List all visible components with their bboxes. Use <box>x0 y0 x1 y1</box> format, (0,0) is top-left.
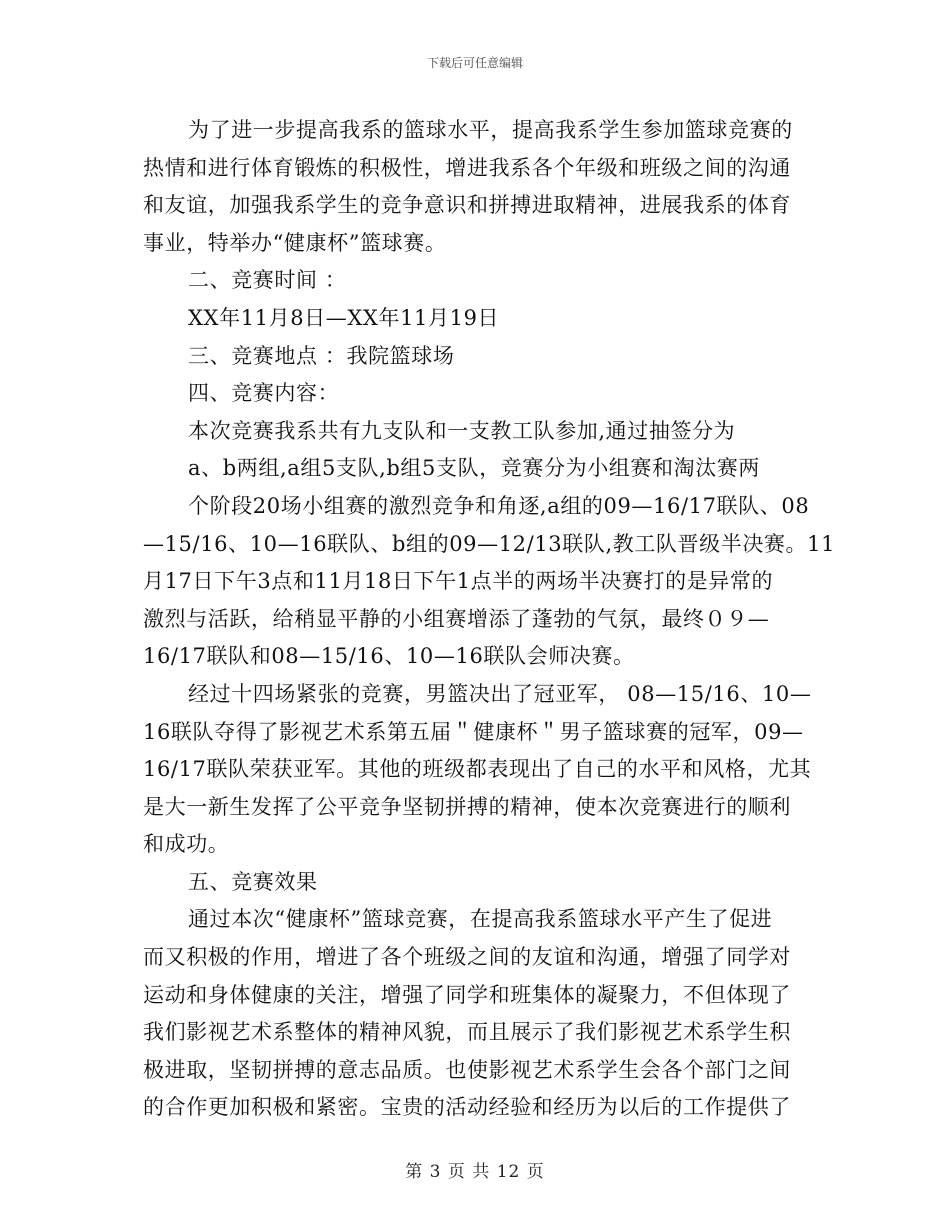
text-line: 我们影视艺术系整体的精神风貌，而且展示了我们影视艺术系学生积 <box>143 1020 791 1045</box>
text-line: 而又积极的作用，增进了各个班级之间的友谊和沟通，增强了同学对 <box>143 945 791 970</box>
text-line: a、b两组,a组5支队,b组5支队，竞赛分为小组赛和淘汰赛两 <box>188 456 760 481</box>
text-line: —15/16、10—16联队、b组的09—12/13联队,教工队晋级半决赛。11 <box>143 531 836 556</box>
text-line: 和成功。 <box>143 832 230 857</box>
text-line: 为了进一步提高我系的篮球水平，提高我系学生参加篮球竞赛的 <box>188 118 793 142</box>
text-line: 月17日下午3点和11月18日下午1点半的两场半决赛打的是异常的 <box>143 569 774 594</box>
text-line: 四、竞赛内容： <box>188 381 340 406</box>
text-line: 激烈与活跃，给稍显平静的小组赛增添了蓬勃的气氛，最终０９— <box>143 606 770 631</box>
document-body <box>143 112 836 1127</box>
text-line: 经过十四场紧张的竞赛，男篮决出了冠亚军， 08—15/16、10— <box>188 681 812 706</box>
text-line: 通过本次“健康杯”篮球竞赛，在提高我系篮球水平产生了促进 <box>188 907 773 932</box>
text-line: 五、竞赛效果 <box>188 869 318 894</box>
text-line: 16/17联队和08—15/16、10—16联队会师决赛。 <box>143 644 635 669</box>
text-line: 二、竞赛时间 ： <box>188 268 347 293</box>
page-header: 下载后可任意编辑 <box>426 56 523 70</box>
text-line: 是大一新生发挥了公平竞争坚韧拼搏的精神，使本次竞赛进行的顺利 <box>143 794 791 819</box>
text-line: 热情和进行体育锻炼的积极性，增进我系各个年级和班级之间的沟通 <box>143 155 791 180</box>
text-line: 的合作更加积极和紧密。宝贵的活动经验和经历为以后的工作提供了 <box>143 1095 791 1120</box>
text-line: 事业，特举办“健康杯”篮球赛。 <box>143 230 447 255</box>
text-line: 运动和身体健康的关注，增强了同学和班集体的凝聚力，不但体现了 <box>143 982 791 1007</box>
text-line: 16/17联队荣获亚军。其他的班级都表现出了自己的水平和风格，尤其 <box>143 757 812 782</box>
text-line: 个阶段20场小组赛的激烈竞争和角逐,a组的09—16/17联队、08 <box>188 493 810 518</box>
text-line: XX年11月8日—XX年11月19日 <box>188 305 500 330</box>
page-footer: 第 3 页 共 12 页 <box>405 1162 545 1182</box>
text-line: 16联队夺得了影视艺术系第五届＂健康杯＂男子篮球赛的冠军，09— <box>143 719 804 744</box>
text-line: 和友谊，加强我系学生的竞争意识和拼搏进取精神，进展我系的体育 <box>143 193 791 218</box>
text-line: 极进取，坚韧拼搏的意志品质。也使影视艺术系学生会各个部门之间 <box>143 1057 791 1082</box>
text-line: 本次竞赛我系共有九支队和一支教工队参加,通过抽签分为 <box>188 418 736 443</box>
text-line: 三、竞赛地点 ：我院篮球场 <box>188 343 455 368</box>
